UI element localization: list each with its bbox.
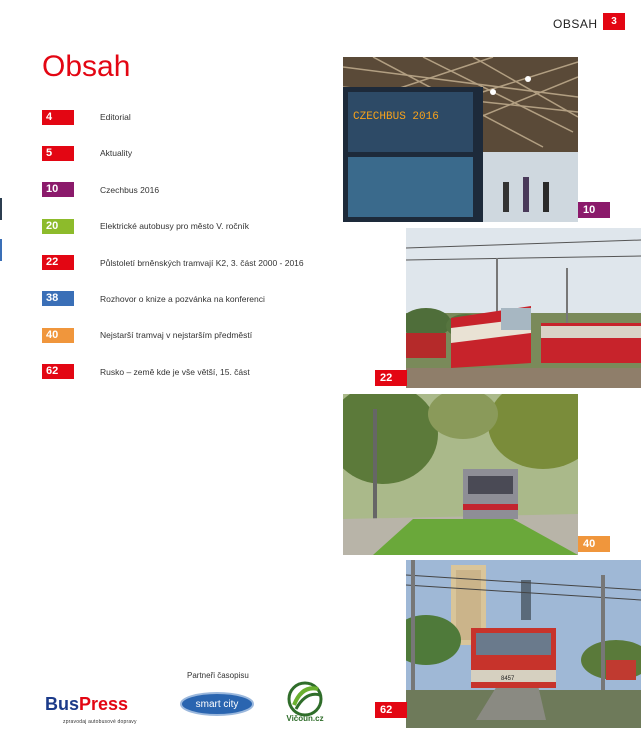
toc-title: Czechbus 2016 xyxy=(100,184,160,195)
tram-number: 8457 xyxy=(501,676,515,682)
buspress-tagline: zpravodaj autobusové dopravy xyxy=(63,719,137,725)
toc-title: Editorial xyxy=(100,112,131,122)
toc-title: Rozhovor o knize a pozvánka na konferenci xyxy=(100,293,265,304)
photo-badge: 22 xyxy=(375,370,407,386)
toc-title: Aktuality xyxy=(100,148,133,159)
photo-badge: 40 xyxy=(578,536,610,552)
toc-item[interactable] xyxy=(42,363,342,381)
vicoun-logo-text: Vičoun.cz xyxy=(286,714,324,723)
toc-page-number: 62 xyxy=(42,364,74,379)
vicoun-logo[interactable] xyxy=(282,681,328,723)
toc-page-number: 20 xyxy=(42,219,74,234)
section-label: OBSAH xyxy=(553,17,598,31)
photo-badge: 10 xyxy=(578,202,610,218)
smartcity-logo-text: smart city xyxy=(195,699,239,710)
page-title: Obsah xyxy=(42,50,131,83)
toc-item[interactable] xyxy=(42,144,342,162)
toc-title: Elektrické autobusy pro město V. ročník xyxy=(100,221,249,232)
edge-mark-dark xyxy=(0,198,2,220)
buspress-logo[interactable] xyxy=(45,695,137,731)
edge-mark-blue xyxy=(0,239,2,261)
photo-brno-trams xyxy=(406,228,641,388)
toc-page-number: 5 xyxy=(42,146,74,161)
toc-item[interactable] xyxy=(42,254,342,272)
toc-item[interactable] xyxy=(42,108,342,126)
bus-destination-sign: CZECHBUS 2016 xyxy=(353,111,439,123)
toc-page-number: 40 xyxy=(42,328,74,343)
photo-russia-tram xyxy=(406,560,641,728)
toc-page-number: 10 xyxy=(42,182,74,197)
smartcity-logo[interactable] xyxy=(180,691,254,717)
toc-page-number: 4 xyxy=(42,110,74,125)
toc-title: Nejstarší tramvaj v nejstarším předměstí xyxy=(100,330,253,341)
photo-badge: 62 xyxy=(375,702,407,718)
toc-item[interactable] xyxy=(42,217,342,235)
partners-label: Partneři časopisu xyxy=(187,671,249,680)
toc-item[interactable] xyxy=(42,181,342,199)
table-of-contents xyxy=(42,108,342,399)
toc-item[interactable] xyxy=(42,290,342,308)
buspress-logo-press: Press xyxy=(79,694,129,714)
toc-page-number: 22 xyxy=(42,255,74,270)
photo-czechbus xyxy=(343,57,578,222)
toc-title: Rusko – země kde je vše větší, 15. část xyxy=(100,366,250,377)
toc-title: Půlstoletí brněnských tramvají K2, 3. část 2000 - 2016 xyxy=(100,257,304,268)
photo-suburb-tram xyxy=(343,394,578,555)
toc-page-number: 38 xyxy=(42,291,74,306)
page-number: 3 xyxy=(603,13,625,30)
buspress-logo-bus: Bus xyxy=(45,694,80,714)
toc-item[interactable] xyxy=(42,326,342,344)
